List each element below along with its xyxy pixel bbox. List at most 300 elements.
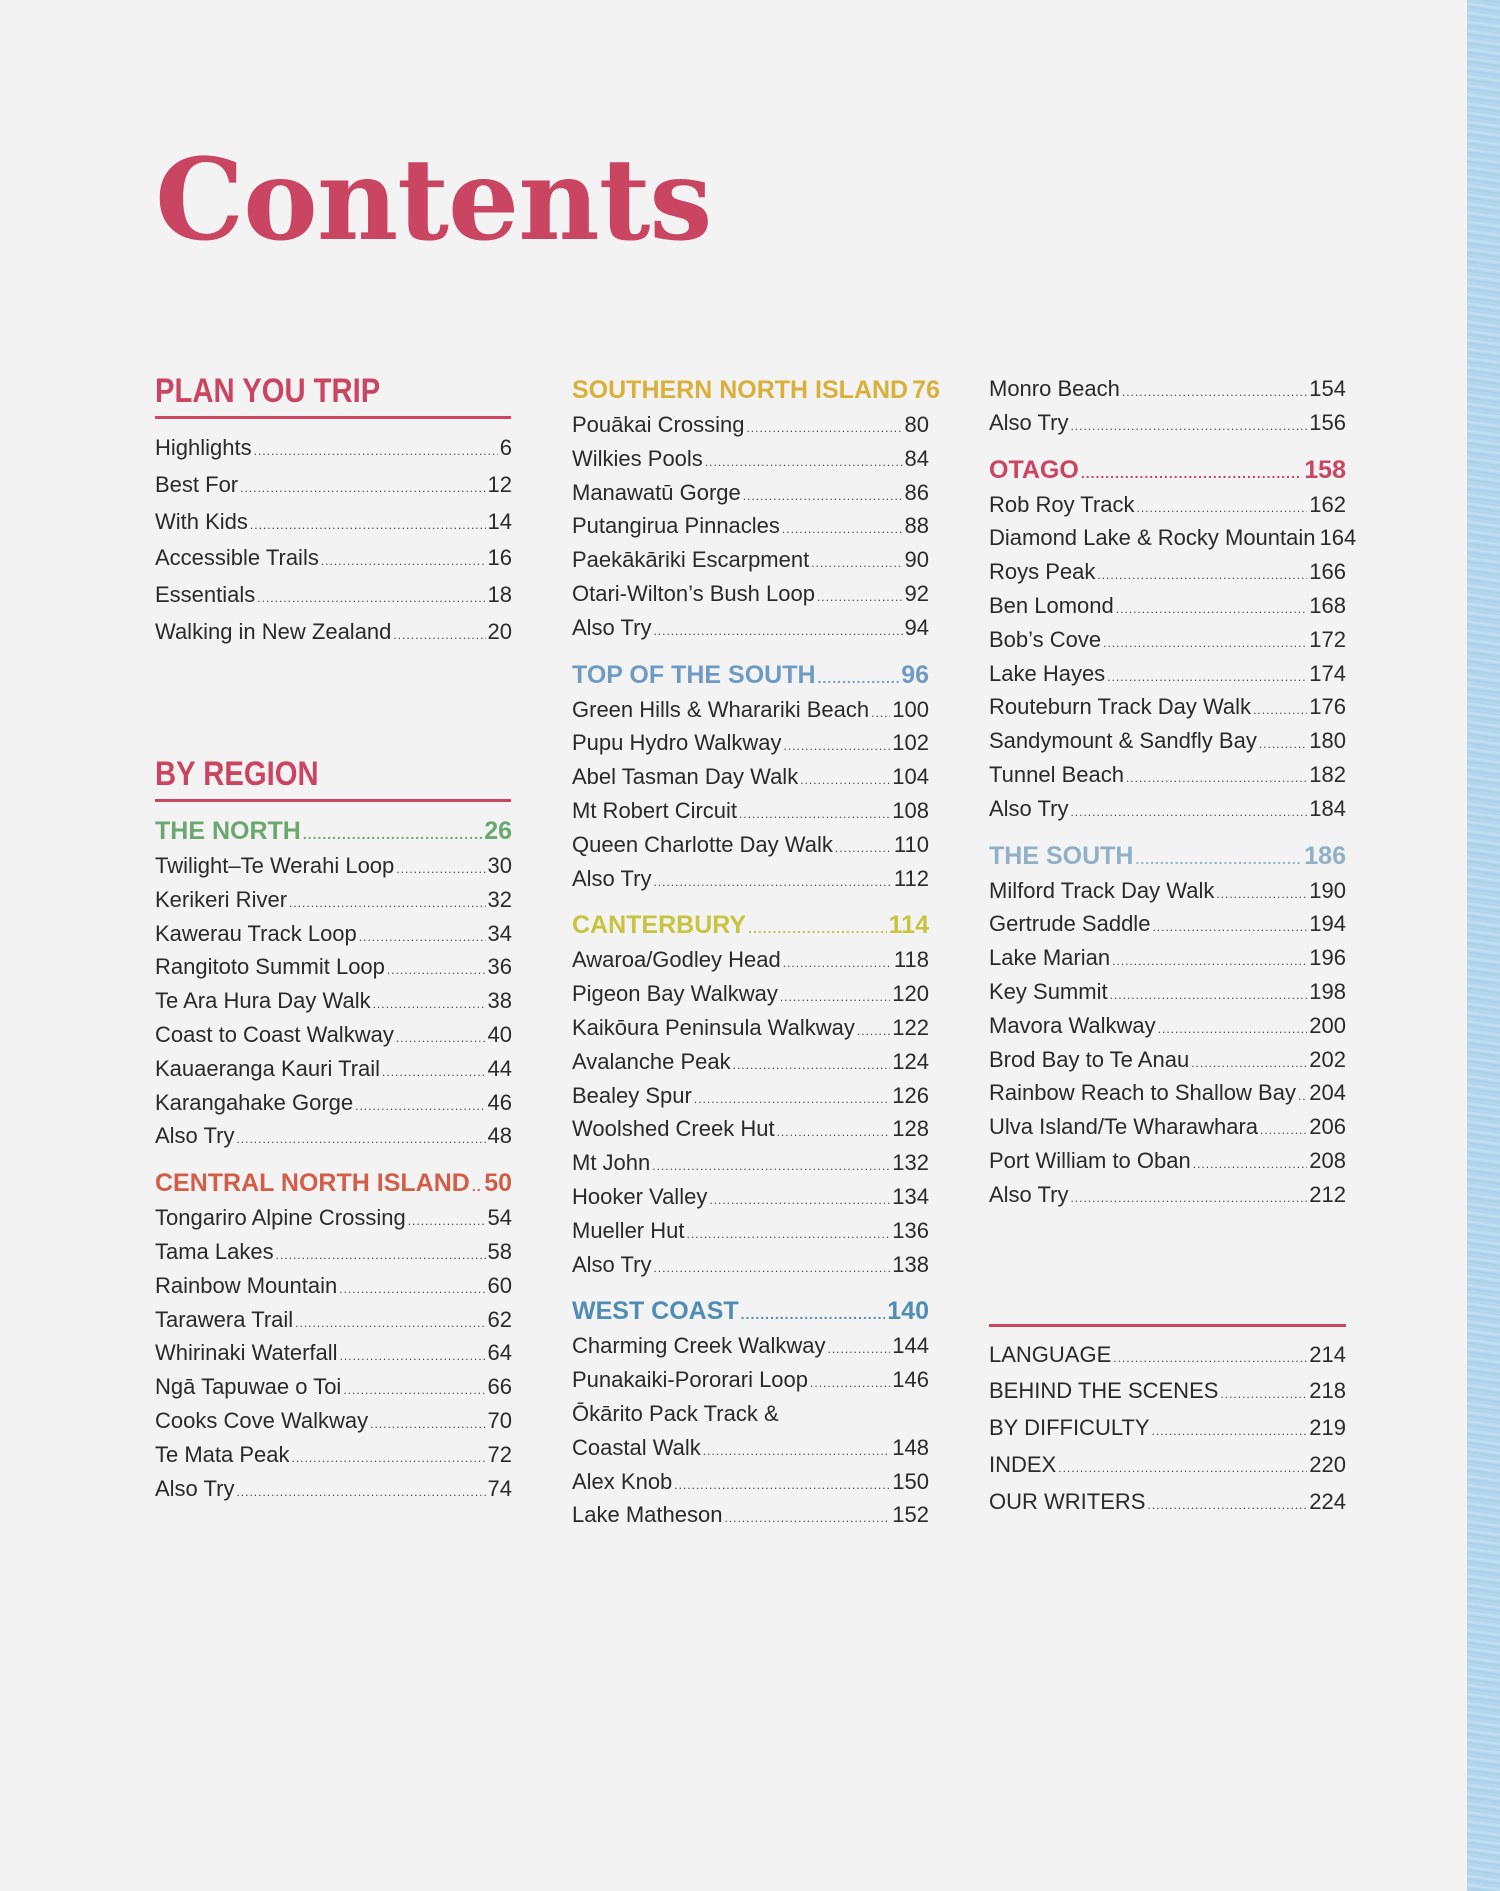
page-number: 212	[1309, 1181, 1346, 1207]
dot-leader	[343, 1374, 485, 1408]
toc-entry-putangirua-pinnacles[interactable]	[572, 509, 929, 543]
dot-leader	[257, 580, 485, 617]
toc-entry-punakaiki-pororari-loop[interactable]	[572, 1363, 929, 1397]
region-heading-west-coast[interactable]	[572, 1293, 929, 1329]
toc-entry-sandymount-sandfly-bay[interactable]	[989, 724, 1346, 758]
entry-name: Charming Creek Walkway	[572, 1333, 826, 1359]
region-otago	[989, 452, 1357, 826]
entry-name: Mavora Walkway	[989, 1012, 1156, 1038]
dot-leader	[254, 433, 498, 470]
page-number: 84	[904, 445, 929, 471]
toc-entry-bealey-spur[interactable]	[572, 1079, 929, 1113]
page-number: 80	[904, 412, 929, 437]
dot-leader	[653, 1252, 890, 1286]
plan-your-trip-section	[155, 372, 512, 651]
page-number: 104	[892, 764, 929, 790]
toc-entry-coastal-walk[interactable]	[572, 1431, 929, 1465]
page-number: 214	[1309, 1341, 1346, 1367]
dot-leader	[1107, 661, 1307, 695]
toc-entry-wilkies-pools[interactable]	[572, 442, 929, 476]
page-number: 14	[487, 508, 512, 534]
plan-your-trip-heading: PLAN YOU TRIP	[155, 372, 511, 419]
region-heading-top-of-the-south[interactable]	[572, 657, 929, 693]
entry-name: Ngā Tapuwae o Toi	[155, 1374, 342, 1400]
toc-entry-hooker-valley[interactable]	[572, 1180, 929, 1214]
toc-entry-kaikoura-peninsula-walkway[interactable]	[572, 1011, 929, 1045]
dot-leader	[709, 1184, 890, 1218]
page-number: 218	[1309, 1378, 1346, 1404]
dot-leader	[674, 1469, 890, 1503]
page-number: 220	[1309, 1451, 1346, 1477]
toc-entry-green-hills-wharariki-beach[interactable]	[572, 693, 929, 727]
dot-leader	[393, 617, 485, 654]
page-number: 174	[1309, 660, 1346, 686]
dot-leader	[703, 1435, 891, 1469]
plan-your-trip-list	[155, 430, 512, 651]
toc-entry-routeburn-track-day-walk[interactable]	[989, 690, 1346, 724]
dot-leader	[1126, 762, 1307, 796]
toc-entry-accessible-trails[interactable]	[155, 540, 512, 577]
entry-name: Alex Knob	[572, 1468, 673, 1494]
entry-name: Also Try	[155, 1123, 235, 1149]
back-matter-list	[989, 1337, 1346, 1521]
page-number: 138	[892, 1251, 929, 1277]
dot-leader	[387, 954, 486, 988]
dot-leader	[1122, 376, 1307, 410]
toc-entry-diamond-lake-rocky-mountain[interactable]	[989, 521, 1357, 555]
entry-name: INDEX	[989, 1451, 1057, 1477]
entry-name: Kaikōura Peninsula Walkway	[572, 1014, 855, 1040]
entry-name: Kawerau Track Loop	[155, 920, 357, 946]
entry-name: Pigeon Bay Walkway	[572, 981, 778, 1007]
toc-entry-tunnel-beach[interactable]	[989, 758, 1346, 792]
toc-entry-mt-robert-circuit[interactable]	[572, 794, 929, 828]
page-number: 172	[1309, 626, 1346, 652]
toc-entry-language[interactable]	[989, 1337, 1346, 1374]
dot-leader	[652, 1150, 890, 1184]
toc-entry-kawerau-track-loop[interactable]	[155, 917, 512, 951]
dot-leader	[1298, 1080, 1307, 1114]
entry-name: Pouākai Crossing	[572, 412, 745, 437]
toc-entry-coast-to-coast-walkway[interactable]	[155, 1018, 512, 1052]
dot-leader	[1097, 559, 1307, 593]
dot-leader	[1191, 1047, 1307, 1081]
region-southern-north-island	[572, 372, 940, 645]
toc-entry-rob-roy-track[interactable]	[989, 488, 1346, 522]
entry-name: Woolshed Creek Hut	[572, 1116, 775, 1142]
toc-entry-cooks-cove-walkway[interactable]	[155, 1404, 512, 1438]
entry-name: Essentials	[155, 582, 256, 608]
region-title: CENTRAL NORTH ISLAND	[155, 1169, 470, 1198]
region-heading-the-north[interactable]	[155, 813, 512, 849]
by-region-heading: BY REGION	[155, 755, 511, 802]
dot-leader	[1112, 945, 1307, 979]
entry-name: Accessible Trails	[155, 545, 319, 571]
page-number: 180	[1309, 728, 1346, 754]
toc-entry-tama-lakes[interactable]	[155, 1235, 512, 1269]
page-number: 88	[904, 513, 929, 539]
toc-entry-pigeon-bay-walkway[interactable]	[572, 977, 929, 1011]
region-heading-canterbury[interactable]	[572, 907, 929, 943]
page-number: 194	[1309, 911, 1346, 937]
dot-leader	[746, 412, 902, 446]
toc-entry-pouakai-crossing[interactable]	[572, 408, 929, 442]
toc-entry-te-mata-peak[interactable]	[155, 1438, 512, 1472]
dot-leader	[1110, 979, 1308, 1013]
region-title: WEST COAST	[572, 1297, 739, 1326]
page-number: 74	[487, 1475, 512, 1501]
toc-entry-karangahake-gorge[interactable]	[155, 1086, 512, 1120]
toc-entry-also-try[interactable]	[155, 1119, 512, 1153]
toc-entry-lake-hayes[interactable]	[989, 657, 1346, 691]
page-number: 48	[487, 1123, 512, 1149]
toc-entry-also-try[interactable]	[155, 1472, 512, 1506]
dot-leader	[1103, 627, 1307, 661]
region-title: SOUTHERN NORTH ISLAND	[572, 376, 909, 404]
entry-name: Also Try	[989, 409, 1069, 435]
entry-name: Routeburn Track Day Walk	[989, 694, 1252, 720]
page-number: 120	[892, 981, 929, 1007]
entry-name: Pupu Hydro Walkway	[572, 730, 782, 756]
page-number: 60	[487, 1272, 512, 1298]
dot-leader	[355, 1090, 485, 1124]
toc-entry-te-ara-hura-day-walk[interactable]	[155, 984, 512, 1018]
entry-name: Kauaeranga Kauri Trail	[155, 1055, 381, 1081]
page-number: 162	[1309, 491, 1346, 517]
toc-entry-highlights[interactable]	[155, 430, 512, 467]
dot-leader	[810, 1367, 890, 1401]
dot-leader	[472, 1168, 482, 1204]
page-number: 36	[487, 954, 512, 980]
page-number: 202	[1309, 1046, 1346, 1072]
entry-name: Rainbow Mountain	[155, 1272, 338, 1298]
dot-leader	[1158, 1013, 1308, 1047]
page-number: 40	[487, 1021, 512, 1047]
dot-leader	[748, 910, 887, 946]
toc-entry-pupu-hydro-walkway[interactable]	[572, 726, 929, 760]
entry-name: Best For	[155, 471, 239, 497]
entry-name: Also Try	[572, 865, 652, 891]
toc-entry-mt-john[interactable]	[572, 1146, 929, 1180]
dot-leader	[340, 1340, 486, 1374]
page-number: 204	[1309, 1080, 1346, 1106]
toc-entry-also-try[interactable]	[989, 792, 1346, 826]
dot-leader	[236, 1476, 485, 1510]
toc-entry-milford-track-day-walk[interactable]	[989, 874, 1346, 908]
toc-entry-rainbow-mountain[interactable]	[155, 1269, 512, 1303]
toc-entry-alex-knob[interactable]	[572, 1465, 929, 1499]
toc-entry-with-kids[interactable]	[155, 504, 512, 541]
page-title: Contents	[155, 135, 712, 266]
dot-leader	[817, 581, 903, 615]
region-page-number: 158	[1304, 455, 1346, 484]
toc-entry-tarawera-trail[interactable]	[155, 1303, 512, 1337]
entry-name: Milford Track Day Walk	[989, 877, 1215, 903]
page-number: 184	[1309, 795, 1346, 821]
page-number: 16	[487, 545, 512, 571]
toc-entry-ulva-island-te-wharawhara[interactable]	[989, 1110, 1346, 1144]
toc-entry-nga-tapuwae-o-toi[interactable]	[155, 1370, 512, 1404]
toc-entry-roys-peak[interactable]	[989, 555, 1346, 589]
entry-name: Coast to Coast Walkway	[155, 1021, 394, 1047]
toc-entry-port-william-to-oban[interactable]	[989, 1144, 1346, 1178]
toc-entry-walking-in-new-zealand[interactable]	[155, 614, 512, 651]
toc-entry-also-try[interactable]	[989, 1178, 1346, 1212]
toc-entry-gertrude-saddle[interactable]	[989, 907, 1346, 941]
page-number: 200	[1309, 1012, 1346, 1038]
region-the-south	[989, 838, 1346, 1212]
page-number: 118	[893, 947, 929, 973]
page-number: 90	[904, 547, 929, 573]
entry-name: Abel Tasman Day Walk	[572, 764, 799, 790]
page-number: 219	[1309, 1415, 1346, 1441]
toc-entry-kerikeri-river[interactable]	[155, 883, 512, 917]
toc-entry-also-try[interactable]	[572, 1248, 929, 1282]
page-number: 86	[904, 479, 929, 505]
page-number: 12	[487, 471, 512, 497]
dot-leader	[783, 730, 890, 764]
entry-name: Also Try	[989, 795, 1069, 821]
region-heading-central-north-island[interactable]	[155, 1165, 512, 1201]
toc-entry-otari-wilton-s-bush-loop[interactable]	[572, 577, 929, 611]
entry-name: BEHIND THE SCENES	[989, 1378, 1219, 1404]
entry-name: Tama Lakes	[155, 1238, 274, 1264]
toc-entry-behind-the-scenes[interactable]	[989, 1373, 1346, 1410]
toc-entry-rangitoto-summit-loop[interactable]	[155, 950, 512, 984]
dot-leader	[741, 1296, 886, 1332]
toc-entry-manawatu-gorge[interactable]	[572, 476, 929, 510]
entry-name: Bob’s Cove	[989, 626, 1102, 652]
entry-name: Manawatū Gorge	[572, 479, 741, 505]
page-number: 64	[487, 1340, 512, 1366]
dot-leader	[1070, 796, 1307, 830]
toc-entry-paekakariki-escarpment[interactable]	[572, 543, 929, 577]
page-number: 110	[893, 831, 929, 857]
toc-entry-lake-marian[interactable]	[989, 941, 1346, 975]
dot-leader	[800, 764, 890, 798]
entry-name: Also Try	[572, 1251, 652, 1277]
entry-name: Walking in New Zealand	[155, 619, 392, 645]
entry-name: Gertrude Saddle	[989, 911, 1151, 937]
entry-name: Awaroa/Godley Head	[572, 947, 781, 973]
entry-name: Highlights	[155, 435, 252, 461]
region-central-north-island	[155, 1165, 512, 1505]
toc-entry-also-try[interactable]	[572, 862, 929, 896]
page-number: 224	[1309, 1488, 1346, 1514]
page-number: 136	[892, 1217, 929, 1243]
entry-name: Port William to Oban	[989, 1147, 1191, 1173]
page-number: 168	[1309, 592, 1346, 618]
entry-name: OUR WRITERS	[989, 1488, 1146, 1514]
toc-entry-kauaeranga-kauri-trail[interactable]	[155, 1052, 512, 1086]
dot-leader	[321, 543, 486, 580]
dot-leader	[295, 1307, 485, 1341]
dot-leader	[871, 697, 890, 731]
page-number: 54	[487, 1205, 512, 1231]
toc-entry-awaroa-godley-head[interactable]	[572, 943, 929, 977]
entry-name: Karangahake Gorge	[155, 1089, 354, 1115]
toc-entry-charming-creek-walkway[interactable]	[572, 1329, 929, 1363]
page-number: 164	[1319, 525, 1357, 551]
entry-name: Monro Beach	[989, 376, 1120, 401]
entry-name: Coastal Walk	[572, 1434, 701, 1460]
page-number: 112	[893, 865, 929, 891]
toc-entry-tongariro-alpine-crossing[interactable]	[155, 1201, 512, 1235]
toc-entry-mavora-walkway[interactable]	[989, 1009, 1346, 1043]
page-number: 126	[892, 1082, 929, 1108]
page-number: 148	[892, 1434, 929, 1460]
region-heading-the-south[interactable]	[989, 838, 1346, 874]
dot-leader	[653, 615, 902, 649]
dot-leader	[1058, 1450, 1307, 1487]
toc-entry-abel-tasman-day-walk[interactable]	[572, 760, 929, 794]
entry-name: Roys Peak	[989, 559, 1096, 585]
dot-leader	[724, 1502, 890, 1536]
dot-leader	[396, 1022, 486, 1056]
dot-leader	[289, 887, 485, 921]
page-number: 134	[892, 1183, 929, 1209]
back-matter-rule	[989, 1324, 1346, 1327]
toc-entry-best-for[interactable]	[155, 467, 512, 504]
toc-entry-index[interactable]	[989, 1447, 1346, 1484]
toc-entry-rainbow-reach-to-shallow-bay[interactable]	[989, 1076, 1346, 1110]
entry-name: Rob Roy Track	[989, 491, 1135, 517]
page-number: 18	[487, 582, 512, 608]
entry-name: Mt Robert Circuit	[572, 797, 738, 823]
entry-name: Lake Marian	[989, 945, 1111, 971]
dot-leader	[1193, 1148, 1308, 1182]
dot-leader	[857, 1015, 890, 1049]
page-number: 58	[487, 1238, 512, 1264]
dot-leader	[303, 816, 482, 852]
toc-column-3	[989, 372, 1357, 1521]
entry-name: Wilkies Pools	[572, 445, 703, 471]
dot-leader	[373, 988, 486, 1022]
dot-leader	[408, 1205, 486, 1239]
entry-name: Cooks Cove Walkway	[155, 1407, 369, 1433]
entry-name: Putangirua Pinnacles	[572, 513, 780, 539]
toc-entry-bob-s-cove[interactable]	[989, 623, 1346, 657]
dot-leader	[1070, 1182, 1307, 1216]
toc-entry-woolshed-creek-hut[interactable]	[572, 1112, 929, 1146]
region-heading-southern-north-island[interactable]	[572, 372, 940, 408]
entry-name: Avalanche Peak	[572, 1048, 731, 1074]
toc-entry-our-writers[interactable]	[989, 1484, 1346, 1521]
dot-leader	[1220, 1376, 1307, 1413]
dot-leader	[1116, 593, 1308, 627]
toc-entry-essentials[interactable]	[155, 577, 512, 614]
entry-name: Sandymount & Sandfly Bay	[989, 728, 1257, 754]
entry-name: Ulva Island/Te Wharawhara	[989, 1114, 1259, 1140]
page-number: 46	[487, 1089, 512, 1115]
page-number: 20	[487, 619, 512, 645]
entry-name: Also Try	[989, 1181, 1069, 1207]
dot-leader	[1135, 841, 1302, 877]
toc-entry-monro-beach[interactable]	[989, 372, 1346, 406]
dot-leader	[1137, 492, 1308, 526]
page-number: 152	[892, 1502, 929, 1528]
page-number: 72	[487, 1441, 512, 1467]
entry-name: Lake Hayes	[989, 660, 1106, 686]
dot-leader	[835, 832, 892, 866]
page-number: 34	[487, 920, 512, 946]
entry-name: Key Summit	[989, 978, 1108, 1004]
toc-entry-also-try[interactable]	[989, 406, 1346, 440]
dot-leader	[240, 470, 485, 507]
dot-leader	[396, 853, 485, 887]
page-number: 182	[1309, 761, 1346, 787]
page-number: 70	[487, 1407, 512, 1433]
toc-column-2	[572, 372, 940, 1532]
dot-leader	[236, 1123, 485, 1157]
region-page-number: 96	[901, 660, 929, 689]
toc-entry-queen-charlotte-day-walk[interactable]	[572, 828, 929, 862]
dot-leader	[694, 1083, 890, 1117]
region-heading-otago[interactable]	[989, 452, 1346, 488]
toc-entry-okarito-pack-track[interactable]	[572, 1397, 929, 1431]
entry-name: LANGUAGE	[989, 1341, 1112, 1367]
region-top-of-the-south	[572, 657, 929, 896]
dot-leader	[653, 866, 891, 900]
page-number: 156	[1309, 409, 1346, 435]
dot-leader	[1253, 694, 1307, 728]
entry-name: Also Try	[572, 614, 652, 640]
toc-entry-avalanche-peak[interactable]	[572, 1045, 929, 1079]
page-number: 102	[892, 730, 929, 756]
page-number: 122	[892, 1014, 929, 1040]
dot-leader	[1216, 878, 1307, 912]
page-number: 154	[1309, 376, 1346, 401]
dot-leader	[811, 547, 902, 581]
page-number: 166	[1309, 559, 1346, 585]
entry-name: Mueller Hut	[572, 1217, 685, 1243]
page-number: 92	[904, 580, 929, 606]
toc-entry-also-try[interactable]	[572, 611, 929, 645]
dot-leader	[743, 480, 903, 514]
entry-name: Ben Lomond	[989, 592, 1114, 618]
page-number: 6	[499, 435, 512, 461]
toc-entry-lake-matheson[interactable]	[572, 1498, 929, 1532]
dot-leader	[1260, 1114, 1307, 1148]
page-number: 108	[892, 797, 929, 823]
dot-leader	[382, 1056, 485, 1090]
page-number: 190	[1309, 877, 1346, 903]
page-number: 150	[892, 1468, 929, 1494]
toc-entry-whirinaki-waterfall[interactable]	[155, 1336, 512, 1370]
dot-leader	[783, 947, 892, 981]
dot-leader	[339, 1273, 485, 1307]
page-number: 132	[892, 1150, 929, 1176]
page-number: 62	[487, 1306, 512, 1332]
entry-name: Otari-Wilton’s Bush Loop	[572, 580, 815, 606]
toc-entry-key-summit[interactable]	[989, 975, 1346, 1009]
dot-leader	[1147, 1487, 1307, 1524]
dot-leader	[777, 1116, 891, 1150]
region-west-coast	[572, 1293, 929, 1532]
toc-entry-brod-bay-to-te-anau[interactable]	[989, 1043, 1346, 1077]
entry-name: With Kids	[155, 508, 248, 534]
toc-entry-ben-lomond[interactable]	[989, 589, 1346, 623]
region-title: THE NORTH	[155, 816, 301, 845]
dot-leader	[370, 1408, 485, 1442]
dot-leader	[818, 660, 900, 696]
page-number: 176	[1309, 694, 1346, 720]
toc-entry-mueller-hut[interactable]	[572, 1214, 929, 1248]
toc-entry-by-difficulty[interactable]	[989, 1410, 1346, 1447]
dot-leader	[1070, 410, 1307, 444]
dot-leader	[733, 1049, 891, 1083]
toc-entry-twilight-te-werahi-loop[interactable]	[155, 849, 512, 883]
